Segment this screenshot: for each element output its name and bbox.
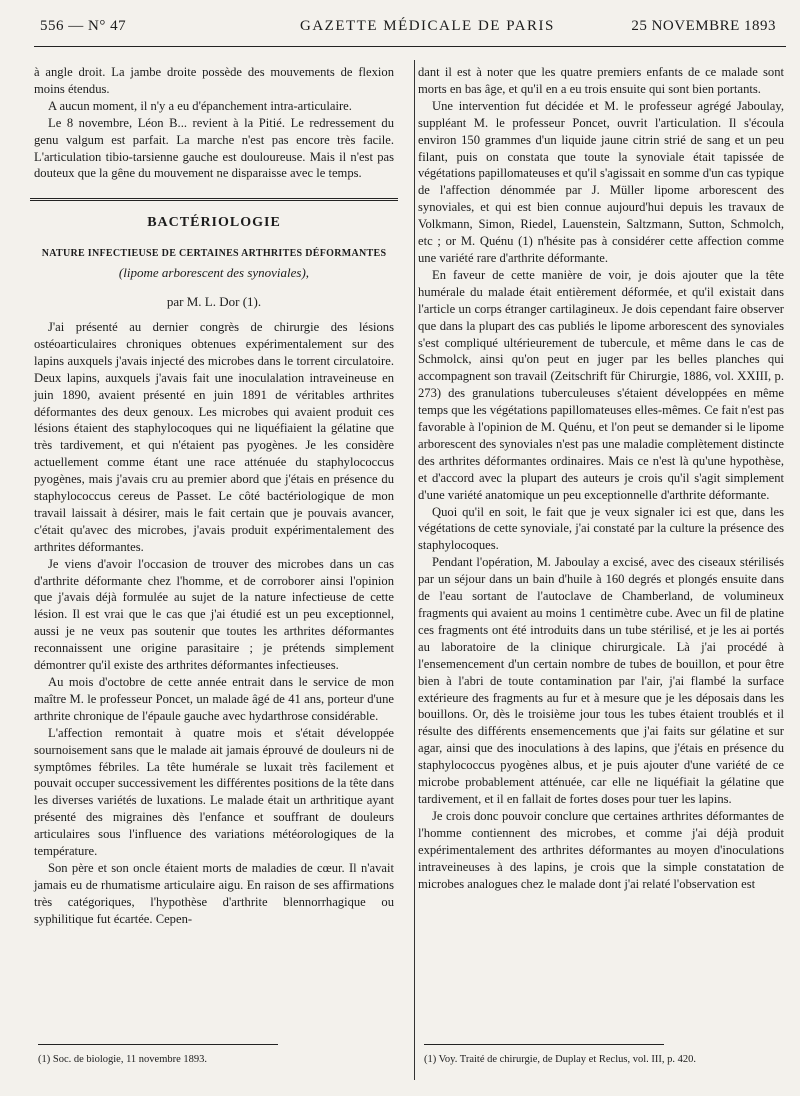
footnote: (1) Soc. de biologie, 11 novembre 1893.	[38, 1054, 208, 1065]
column-divider	[414, 60, 415, 1080]
body-paragraph: Son père et son oncle étaient morts de maladies de cœur. Il n'avait jamais eu de rhumatisme articulaire aigu. En raison de ses affirmations très catégoriques, l'hypothèse d'arthrite blennorrhagique ou syphilitique fut écartée. Cepen-	[34, 860, 394, 926]
section-title: BACTÉRIOLOGIE	[147, 215, 281, 231]
body-paragraph: Pendant l'opération, M. Jaboulay a excisé, avec des ciseaux stérilisés par un séjour dans un bain d'huile à 160 degrés et plongés ensuite dans de l'eau sortant de l'autoclave de Chamberland, de volumineux fragments qui avaient au moins 1 centimètre cube. Avec un fil de platine ces fragments ont été introduits dans un tube stérilisé, et je les ai portés au laboratoire de la clinique chirurgicale. Là j'ai procédé à l'ensemencement d'un certain nombre de tubes de bouillon, et pour être bien à l'abri de toute contamination par l'air, j'ai flambé la surface extérieure des fragments au fur et à mesure que je les déposais dans les bouillons. Or, dès le troisième jour tous les tubes étaient troublés et il résulte des différents ensemencements que j'ai faits sur gélatine et sur agar, ainsi que des inoculations à des lapins, que j'étais en présence du staphylococcus pyogènes albus, et je puis ajouter d'une variété de ce microbe probablement atténuée, car elle ne liquéfiait la gélatine que tardivement, et il en fallait de fortes doses pour tuer les lapins.	[418, 555, 784, 806]
journal-title: GAZETTE MÉDICALE DE PARIS	[300, 18, 555, 34]
footnote-rule	[424, 1044, 664, 1045]
issue-date: 25 NOVEMBRE 1893	[631, 18, 776, 34]
body-paragraph: J'ai présenté au dernier congrès de chirurgie des lésions ostéoarticulaires chroniques obtenues expérimentalement sur des lapins auxquels j'avais injecté des microbes dans le torrent circulatoire. Deux lapins, auxquels j'avais fait une inoculalation intraveineuse en juin 1890, avaient présenté en juin 1891 de véritables arthrites déformantes des deux genoux. Les microbes qui avaient produit ces lésions étaient des staphylocoques qui ne liquéfiaient la gélatine que très tardivement, et qui n'étaient pas pyogènes. Je les considère actuellement comme étant une race atténuée du staphylococcus pyogènes, mais j'avais cru au premier abord que j'étais en présence du staphylococcus cereus de Passet. Le côté bactériologique de mon travail laissait à désirer, mais le fait certain que je pouvais avancer, c'était qu'avec des microbes, j'avais produit expérimentalement des arthrites déformantes.	[34, 319, 394, 554]
article-subtitle: (lipome arborescent des synoviales),	[118, 265, 310, 281]
body-paragraph: En faveur de cette manière de voir, je dois ajouter que la tête humérale du malade était entièrement déformée, et qu'il existait dans l'article un corps étranger cartilagineux. Je dois cependant faire observer que dans la plupart des cas publiés le lipome arborescent des synoviales s'est compliqué ultérieurement de tubercule, et même dans le cas de Schmolck, ainsi qu'on peut en juger par les belles planches qui accompagnent son travail (Zeitschrift für Chirurgie, 1886, vol. XXIII, p. 273) des granulations tuberculeuses s'étaient développées en même temps que les végétations papillomateuses elles-mêmes. Ce fait n'est pas favorable à l'opinion de M. Quénu, et l'on peut se demander si le lipome arborescent des synoviales n'est pas une maladie complètement distincte des arthrites déformantes ordinaires. Mais ce n'est là qu'une hypothèse, et d'accord avec la plupart des auteurs je crois qu'il s'agit simplement d'une variété anatomique un peu exceptionnelle d'arthrite déformante.	[418, 267, 784, 502]
intro-paragraph: A aucun moment, il n'y a eu d'épanchement intra-articulaire.	[48, 98, 352, 113]
body-paragraph: Je crois donc pouvoir conclure que certaines arthrites déformantes de l'homme contiennent des microbes, et comme j'ai déjà produit expérimentalement des arthrites déformantes au moyen d'inoculations intraveineuses à des lapins, je crois que la simple constatation de microbes analogues chez le malade dont j'ai relaté l'observation est	[418, 808, 784, 891]
right-column	[418, 64, 784, 892]
intro-paragraph: à angle droit. La jambe droite possède des mouvements de flexion moins étendus.	[34, 65, 394, 96]
page-header	[40, 18, 776, 42]
section-divider	[30, 198, 398, 201]
body-paragraph: Je viens d'avoir l'occasion de trouver des microbes dans un cas d'arthrite déformante chez l'homme, et de corroborer ainsi l'opinion que j'avais déjà formulée au sujet de la nature infectieuse de cette lésion. Il est vrai que le cas que j'ai étudié est un peu exceptionnel, aussi je ne veux pas soutenir que toutes les arthrites déformantes reconnaissent une origine parasitaire ; je prétends simplement démontrer qu'il existe des arthrites déformantes infectieuses.	[34, 556, 394, 673]
footnote: (1) Voy. Traité de chirurgie, de Duplay et Reclus, vol. III, p. 420.	[424, 1054, 696, 1065]
body-paragraph: Quoi qu'il en soit, le fait que je veux signaler ici est que, dans les végétations de cette synoviale, j'ai constaté par la culture la présence des staphylocoques.	[418, 504, 784, 553]
page-number: 556 — N° 47	[40, 18, 127, 34]
article-title: NATURE INFECTIEUSE DE CERTAINES ARTHRITES DÉFORMANTES	[41, 248, 387, 260]
header-rule	[34, 46, 786, 47]
body-paragraph: Au mois d'octobre de cette année entrait dans le service de mon maître M. le professeur Poncet, un malade âgé de 41 ans, porteur d'une arthrite chronique de l'épaule gauche avec hydarthrose considérable.	[34, 675, 394, 723]
footnote-rule	[38, 1044, 278, 1045]
left-column	[34, 64, 394, 928]
body-paragraph: dant il est à noter que les quatre premiers enfants de ce malade sont morts en bas âge, et qu'il en a eu trois ensuite qui sont bien portants.	[418, 65, 784, 96]
body-paragraph: L'affection remontait à quatre mois et s'était développée sournoisement sans que le malade ait jamais éprouvé de douleurs ni de symptômes fébriles. La tête humérale se luxait très facilement et pouvait occuper successivement les différentes positions de la tête dans les diverses variétés de luxations. Le malade était un arthritique ayant présenté des migraines dès l'enfance et souffrant de douleurs articulaires sous l'influence des variations météorologiques de la température.	[34, 725, 394, 859]
body-paragraph: Une intervention fut décidée et M. le professeur agrégé Jaboulay, suppléant M. le professeur Poncet, ouvrit l'articulation. Il s'écoula environ 150 grammes d'un liquide jaune citrin strié de sang et un peu filant, puis on constata que toute la synoviale était tapissée de végétations papillomateuses et qu'il s'agissait en somme d'un cas typique de l'affection dénommée par J. Müller lipome arborescent des synoviales, et qui est bien connue aujourd'hui depuis les travaux de Volkmann, Simon, Riedel, Lauenstein, Saltzmann, Sutton, Schmolch, etc ; or M. Quénu (1) n'hésite pas à considérer cette affection comme une variété rare d'arthrite déformante.	[418, 98, 785, 265]
article-author: par M. L. Dor (1).	[166, 294, 262, 310]
intro-paragraph: Le 8 novembre, Léon B... revient à la Pitié. Le redressement du genu valgum est parfait. La marche n'est pas encore très facile. L'articulation tibio-tarsienne gauche est douloureuse. Mais il n'est pas douteux que la gêne du mouvement ne disparaisse avec le temps.	[34, 115, 394, 181]
